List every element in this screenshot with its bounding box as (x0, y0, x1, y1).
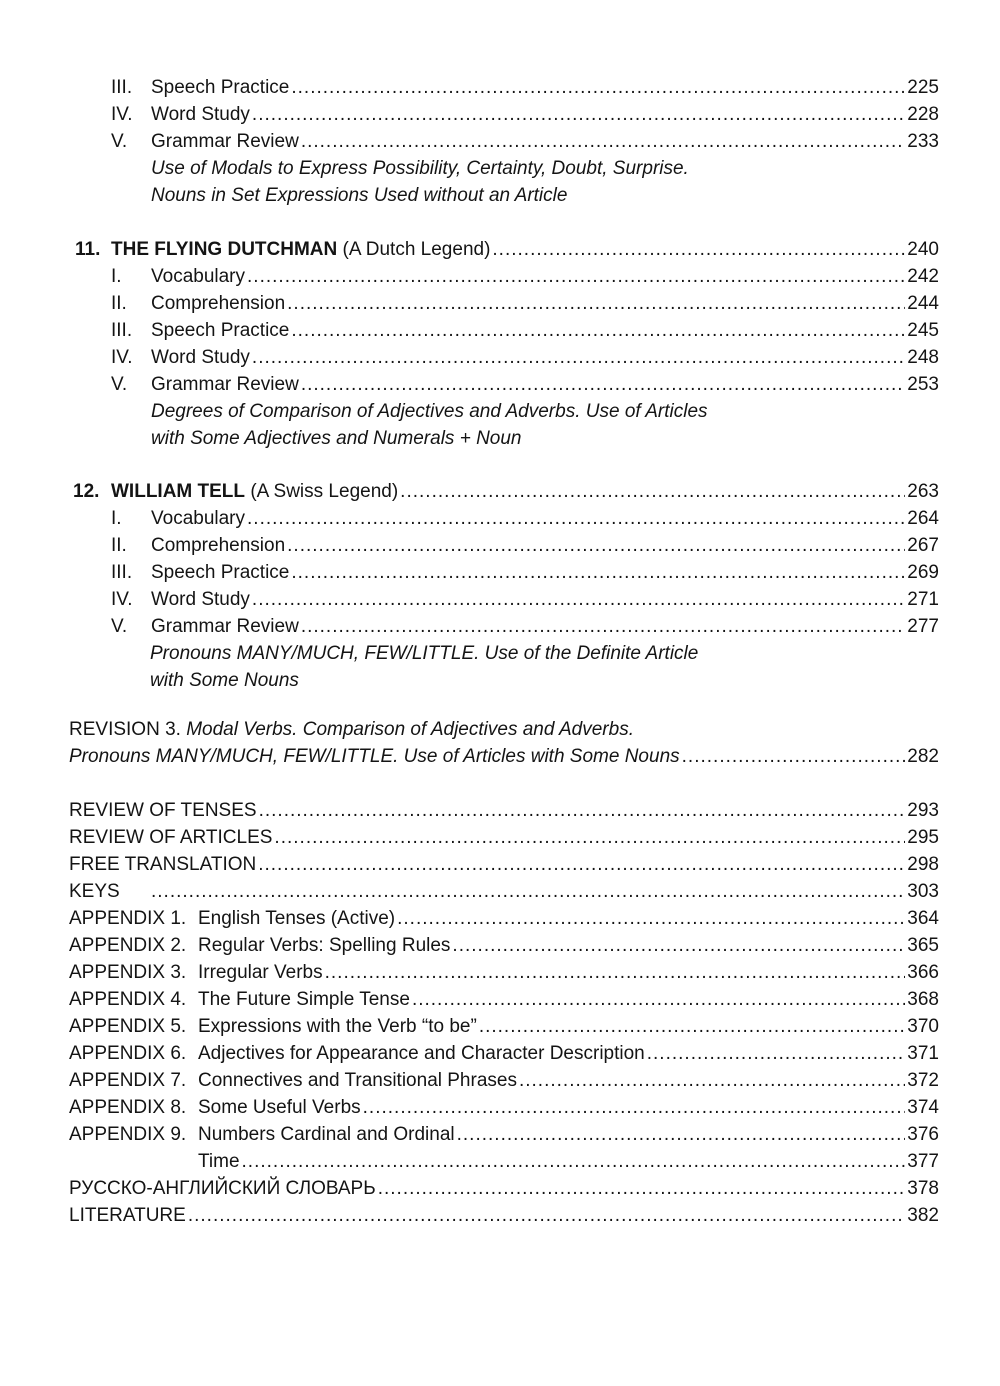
entry-page: 269 (907, 562, 939, 583)
unit-number: 12. (73, 481, 100, 502)
toc-entry[interactable] (111, 559, 939, 586)
toc-entry[interactable] (111, 586, 939, 613)
dot-leader (301, 371, 905, 398)
toc-entry[interactable] (111, 101, 939, 128)
entry-number: III. (111, 320, 133, 341)
entry-page: 376 (907, 1124, 939, 1145)
entry-number: V. (111, 374, 128, 395)
dot-leader (682, 743, 906, 770)
entry-label: Grammar Review (151, 131, 299, 152)
appendix-entry[interactable] (69, 1040, 939, 1067)
entry-label: KEYS (69, 881, 120, 902)
entry-page: 240 (907, 239, 939, 260)
appendix-number: APPENDIX 7. (69, 1070, 187, 1091)
appendix-entry[interactable] (69, 1094, 939, 1121)
toc-entry[interactable] (111, 344, 939, 371)
dot-leader (188, 1202, 905, 1229)
toc-entry[interactable] (69, 851, 939, 878)
grammar-description: Degrees of Comparison of Adjectives and Adverbs. Use of Articles (151, 401, 708, 422)
entry-label: Word Study (151, 104, 250, 125)
unit-number: 11. (75, 239, 101, 260)
entry-label: Word Study (151, 347, 250, 368)
entry-label: Connectives and Transitional Phrases (198, 1070, 517, 1091)
unit-heading-11[interactable] (75, 236, 939, 263)
toc-entry[interactable] (69, 824, 939, 851)
unit-title-bold: THE FLYING DUTCHMAN (111, 239, 338, 260)
entry-page: 267 (907, 535, 939, 556)
entry-label: Irregular Verbs (198, 962, 323, 983)
dot-leader (247, 505, 905, 532)
entry-page: 244 (907, 293, 939, 314)
toc-entry[interactable] (69, 878, 939, 905)
entry-label: Grammar Review (151, 616, 299, 637)
entry-page: 378 (907, 1178, 939, 1199)
dot-leader (452, 932, 905, 959)
entry-label: Vocabulary (151, 508, 246, 529)
entry-page: 233 (907, 131, 939, 152)
entry-number: II. (111, 535, 127, 556)
appendix-sub-entry[interactable] (198, 1148, 939, 1175)
entry-page: 293 (907, 800, 939, 821)
entry-page: 303 (907, 881, 939, 902)
toc-entry[interactable] (111, 532, 939, 559)
dot-leader (412, 986, 905, 1013)
entry-label: Comprehension (151, 293, 286, 314)
entry-page: 372 (907, 1070, 939, 1091)
appendix-number: APPENDIX 4. (69, 989, 187, 1010)
dot-leader (291, 317, 905, 344)
appendix-entry[interactable] (69, 1067, 939, 1094)
entry-page: 377 (907, 1151, 939, 1172)
entry-label: Adjectives for Appearance and Character Description (198, 1043, 645, 1064)
appendix-number: APPENDIX 3. (69, 962, 187, 983)
toc-entry[interactable] (111, 371, 939, 398)
dot-leader (291, 74, 905, 101)
entry-page: 271 (907, 589, 939, 610)
dot-leader (252, 586, 905, 613)
dot-leader (274, 824, 905, 851)
dot-leader (259, 797, 906, 824)
entry-label: FREE TRANSLATION (69, 854, 257, 875)
entry-label: Regular Verbs: Spelling Rules (198, 935, 451, 956)
revision-heading[interactable] (69, 716, 634, 743)
entry-label: The Future Simple Tense (198, 989, 410, 1010)
appendix-entry[interactable] (69, 905, 939, 932)
entry-number: I. (111, 266, 122, 287)
unit-title (111, 478, 398, 505)
dot-leader (151, 878, 905, 905)
grammar-description: with Some Adjectives and Numerals + Noun (151, 428, 522, 449)
dot-leader (397, 905, 905, 932)
appendix-entry[interactable] (69, 932, 939, 959)
unit-title-bold: WILLIAM TELL (111, 481, 246, 502)
dot-leader (457, 1121, 906, 1148)
entry-page: 382 (907, 1205, 939, 1226)
entry-page: 282 (907, 746, 939, 767)
unit-subtitle: (A Swiss Legend) (250, 481, 399, 502)
entry-label: REVIEW OF ARTICLES (69, 827, 273, 848)
entry-label: LITERATURE (69, 1205, 186, 1226)
grammar-description: Nouns in Set Expressions Used without an Article (151, 185, 568, 206)
appendix-number: APPENDIX 8. (69, 1097, 187, 1118)
appendix-number: APPENDIX 5. (69, 1016, 187, 1037)
entry-page: 228 (907, 104, 939, 125)
entry-page: 245 (907, 320, 939, 341)
appendix-number: APPENDIX 2. (69, 935, 187, 956)
dot-leader (287, 532, 905, 559)
entry-number: V. (111, 131, 128, 152)
entry-label: REVIEW OF TENSES (69, 800, 257, 821)
unit-subtitle: (A Dutch Legend) (342, 239, 491, 260)
dot-leader (647, 1040, 906, 1067)
appendix-entry[interactable] (69, 986, 939, 1013)
entry-number: V. (111, 616, 128, 637)
entry-label: Speech Practice (151, 562, 290, 583)
entry-label: Word Study (151, 589, 250, 610)
entry-page: 368 (907, 989, 939, 1010)
entry-label: РУССКО-АНГЛИЙСКИЙ СЛОВАРЬ (69, 1178, 376, 1199)
dot-leader (291, 559, 905, 586)
entry-number: IV. (111, 589, 133, 610)
dot-leader (301, 613, 905, 640)
toc-entry[interactable] (69, 1175, 939, 1202)
dot-leader (258, 851, 905, 878)
entry-label: Some Useful Verbs (198, 1097, 361, 1118)
entry-page: 263 (907, 481, 939, 502)
unit-heading-12[interactable] (73, 478, 939, 505)
appendix-number: APPENDIX 6. (69, 1043, 187, 1064)
dot-leader (363, 1094, 906, 1121)
appendix-number: APPENDIX 9. (69, 1124, 187, 1145)
entry-number: IV. (111, 347, 133, 368)
entry-page: 370 (907, 1016, 939, 1037)
dot-leader (301, 128, 905, 155)
toc-entry[interactable] (69, 797, 939, 824)
dot-leader (492, 236, 905, 263)
dot-leader (287, 290, 905, 317)
entry-label: English Tenses (Active) (198, 908, 396, 929)
dot-leader (400, 478, 905, 505)
entry-page: 277 (907, 616, 939, 637)
dot-leader (247, 263, 905, 290)
appendix-entry[interactable] (69, 1121, 939, 1148)
entry-number: I. (111, 508, 122, 529)
dot-leader (242, 1148, 906, 1175)
entry-page: 365 (907, 935, 939, 956)
entry-label: Vocabulary (151, 266, 246, 287)
entry-label: Speech Practice (151, 77, 290, 98)
entry-number: II. (111, 293, 127, 314)
revision-label: REVISION 3. (69, 719, 181, 740)
dot-leader (519, 1067, 905, 1094)
entry-page: 248 (907, 347, 939, 368)
entry-page: 371 (907, 1043, 939, 1064)
toc-entry[interactable] (111, 613, 939, 640)
grammar-description: with Some Nouns (150, 670, 299, 691)
entry-number: III. (111, 77, 133, 98)
entry-page: 364 (907, 908, 939, 929)
grammar-description: Use of Modals to Express Possibility, Certainty, Doubt, Surprise. (151, 158, 689, 179)
entry-label: Comprehension (151, 535, 286, 556)
dot-leader (252, 344, 905, 371)
dot-leader (378, 1175, 906, 1202)
entry-page: 295 (907, 827, 939, 848)
appendix-entry[interactable] (69, 1013, 939, 1040)
toc-entry[interactable] (111, 263, 939, 290)
entry-label: Numbers Cardinal and Ordinal (198, 1124, 455, 1145)
entry-label: Speech Practice (151, 320, 290, 341)
revision-topics: Pronouns MANY/MUCH, FEW/LITTLE. Use of Articles with Some Nouns (69, 746, 680, 767)
entry-page: 298 (907, 854, 939, 875)
entry-page: 242 (907, 266, 939, 287)
entry-label: Expressions with the Verb “to be” (198, 1016, 477, 1037)
entry-number: IV. (111, 104, 133, 125)
toc-entry[interactable] (111, 505, 939, 532)
grammar-description: Pronouns MANY/MUCH, FEW/LITTLE. Use of the Definite Article (150, 643, 699, 664)
entry-page: 253 (907, 374, 939, 395)
dot-leader (325, 959, 906, 986)
dot-leader (252, 101, 905, 128)
appendix-number: APPENDIX 1. (69, 908, 187, 929)
entry-number: III. (111, 562, 133, 583)
revision-topics: Modal Verbs. Comparison of Adjectives and Adverbs. (186, 719, 634, 740)
entry-label: Time (198, 1151, 240, 1172)
toc-entry[interactable] (111, 290, 939, 317)
entry-page: 264 (907, 508, 939, 529)
entry-page: 225 (907, 77, 939, 98)
unit-title (111, 236, 490, 263)
toc-entry[interactable] (111, 74, 939, 101)
appendix-entry[interactable] (69, 959, 939, 986)
dot-leader (479, 1013, 905, 1040)
entry-page: 374 (907, 1097, 939, 1118)
toc-entry[interactable] (111, 128, 939, 155)
entry-page: 366 (907, 962, 939, 983)
toc-entry[interactable] (111, 317, 939, 344)
toc-entry[interactable] (69, 1202, 939, 1229)
revision-entry[interactable] (69, 743, 939, 770)
entry-label: Grammar Review (151, 374, 299, 395)
